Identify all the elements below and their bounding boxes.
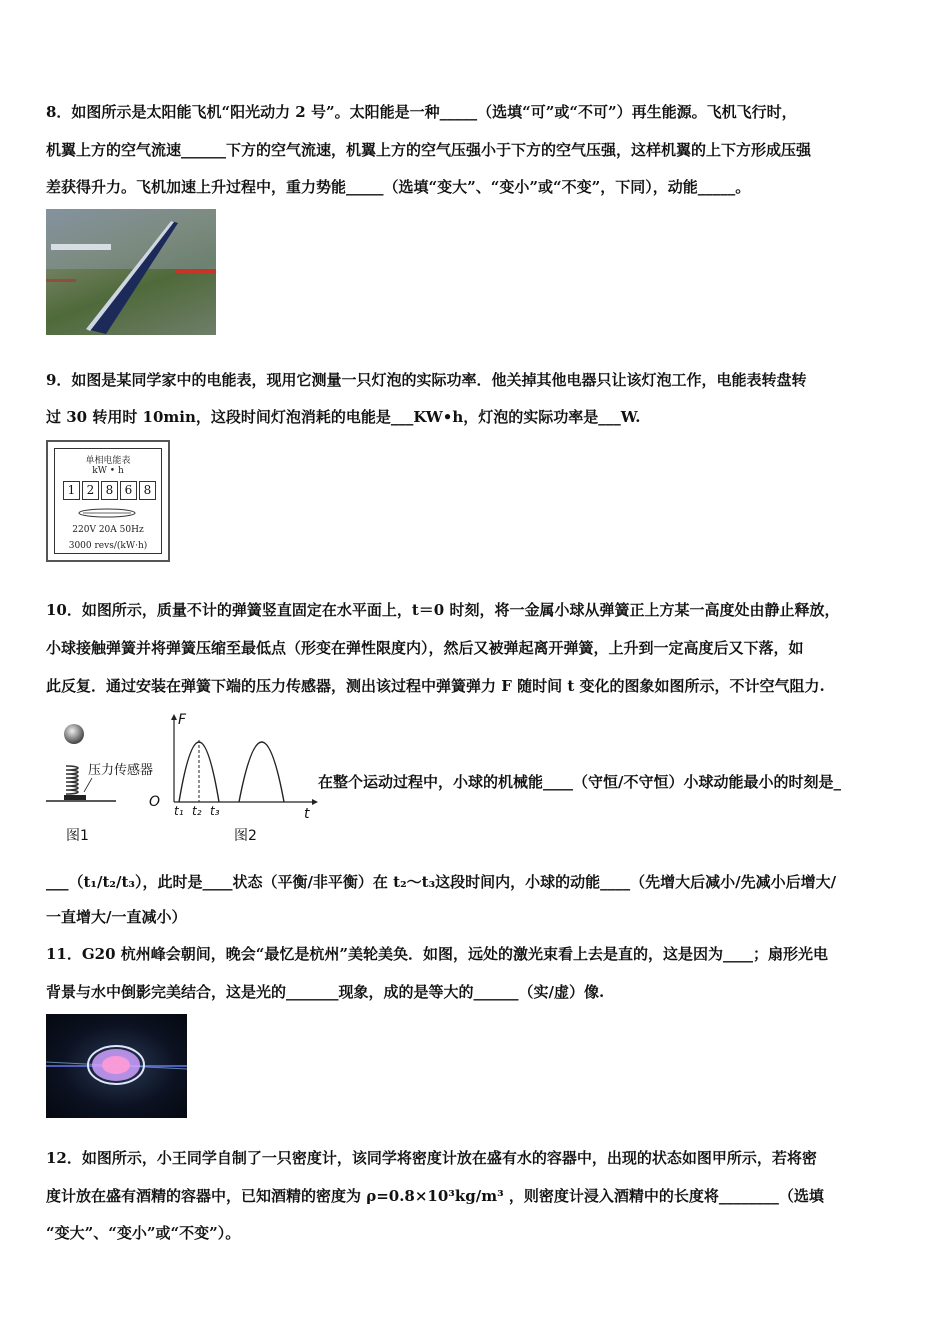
- fig2-x-label: t: [304, 806, 310, 822]
- meter-unit: kW • h: [92, 466, 124, 476]
- fig2-caption: 图2: [234, 828, 257, 844]
- q11-line-2: 背景与水中倒影完美结合，这是光的_______现象，成的是等大的______（实/虚）像.: [46, 983, 605, 1001]
- q8-line-3: 差获得升力。飞机加速上升过程中，重力势能_____（选填“变大”、“变小”或“不变”，下同），动能_____。: [46, 178, 751, 196]
- q10-line-1: 10．如图所示，质量不计的弹簧竖直固定在水平面上，t＝0 时刻，将一金属小球从弹簧正上方某一高度处由静止释放，: [46, 601, 840, 619]
- meter-revs: 3000 revs/(kW·h): [68, 541, 148, 551]
- q9-line-1: 9．如图是某同学家中的电能表，现用它测量一只灯泡的实际功率．他关掉其他电器只让该灯泡工作，电能表转盘转: [46, 371, 807, 389]
- electric-meter-figure: [46, 440, 170, 562]
- meter-digit: 2: [82, 481, 99, 500]
- fig2-t1: t₁: [174, 804, 184, 818]
- sensor-label: 压力传感器: [88, 763, 154, 778]
- q8-line-2: 机翼上方的空气流速______下方的空气流速，机翼上方的空气压强小于下方的空气压强，这样机翼的上下方形成压强: [46, 141, 812, 159]
- fig2-origin: O: [149, 794, 161, 810]
- pressure-sensor: [64, 795, 86, 800]
- q10-line-2: 小球接触弹簧并将弹簧压缩至最低点（形变在弹性限度内），然后又被弹起离开弹簧，上升到一定高度后又下落，如: [46, 639, 804, 657]
- spring: [66, 766, 78, 794]
- meter-digit: 6: [120, 481, 137, 500]
- meter-digit: 8: [101, 481, 118, 500]
- solar-plane-photo: [46, 209, 216, 335]
- meter-specs: 220V 20A 50Hz: [72, 525, 144, 535]
- q11-line-1: 11．G20 杭州峰会朝间，晚会“最忆是杭州”美轮美奂．如图，远处的激光束看上去是直的，这是因为____；扇形光电: [46, 945, 829, 963]
- q10-inline-text: 在整个运动过程中，小球的机械能____（守恒/不守恒）小球动能最小的时刻是_: [318, 773, 841, 791]
- meter-dial: [77, 507, 137, 519]
- fig2-t2: t₂: [192, 804, 202, 818]
- meter-title: 单相电能表: [85, 456, 131, 466]
- meter-digit: 1: [63, 481, 80, 500]
- q10-figures: [44, 712, 324, 847]
- fig2-y-label: F: [178, 712, 187, 728]
- metal-ball: [64, 724, 84, 744]
- fig2-t3: t₃: [210, 804, 220, 818]
- q9-line-2: 过 30 转用时 10min，这段时间灯泡消耗的电能是___KW•h，灯泡的实际功率是___W.: [46, 408, 641, 426]
- q10-line-4: ___（t₁/t₂/t₃），此时是____状态（平衡/非平衡）在 t₂～t₃这段时间内，小球的动能____（先增大后减小/先减小后增大/: [46, 873, 837, 891]
- meter-digit: 8: [139, 481, 156, 500]
- q8-line-1: 8．如图所示是太阳能飞机“阳光动力 2 号”。太阳能是一种_____（选填“可”或“不可”）再生能源。飞机飞行时，: [46, 103, 797, 121]
- q12-line-1: 12．如图所示，小王同学自制了一只密度计，该同学将密度计放在盛有水的容器中，出现的状态如图甲所示，若将密: [46, 1149, 817, 1167]
- q10-line-5: 一直增大/一直减小）: [46, 908, 187, 926]
- laser-show-photo: [46, 1014, 187, 1118]
- q12-line-2: 度计放在盛有酒精的容器中，已知酒精的密度为 ρ=0.8×10³kg/m³ ，则密度计浸入酒精中的长度将________（选填: [46, 1187, 824, 1205]
- fig1-caption: 图1: [66, 828, 89, 844]
- q10-line-3: 此反复．通过安装在弹簧下端的压力传感器，测出该过程中弹簧弹力 F 随时间 t 变化的图象如图所示，不计空气阻力.: [46, 677, 825, 695]
- force-curve-2: [239, 742, 284, 802]
- q12-line-3: “变大”、“变小”或“不变”）。: [46, 1224, 241, 1242]
- meter-digits: [63, 481, 158, 500]
